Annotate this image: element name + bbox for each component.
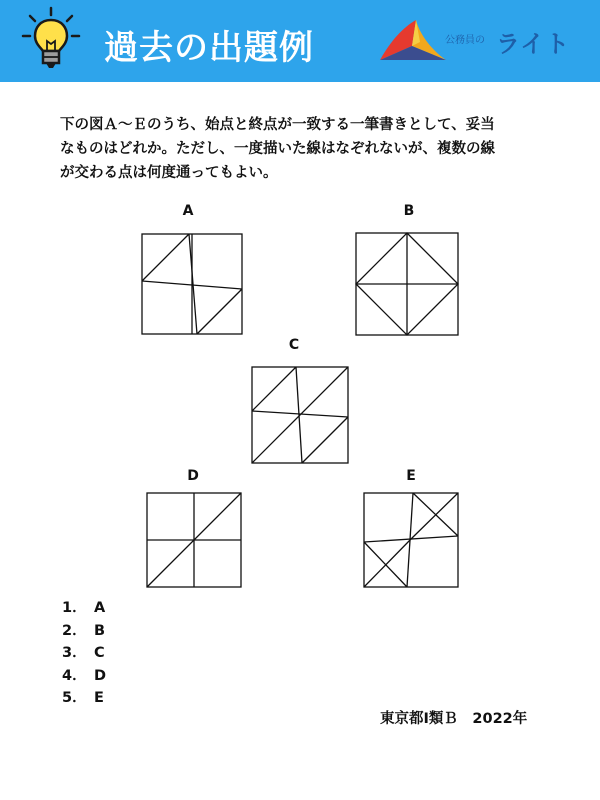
- page-title: 過去の出題例: [104, 28, 314, 68]
- choice-text: B: [94, 622, 106, 639]
- choice-text: C: [94, 645, 105, 661]
- choice-text: D: [94, 667, 107, 684]
- choice-number: 1．: [62, 600, 87, 616]
- choice-number: 3．: [62, 645, 87, 661]
- figure-e: [363, 492, 459, 588]
- figure-b: [355, 232, 459, 336]
- figure-d: [146, 492, 242, 588]
- choice-text: A: [94, 600, 106, 616]
- question-line: なものはどれか。ただし、一度描いた線はなぞれないが、複数の線: [60, 141, 495, 157]
- figure-a: [141, 233, 243, 335]
- figure-a-label: A: [182, 203, 194, 219]
- figure-c-label: C: [288, 337, 300, 353]
- lightbulb-icon: [20, 6, 82, 72]
- choice-number: 5．: [62, 690, 87, 706]
- choice-item[interactable]: [62, 597, 106, 620]
- choice-text: E: [94, 690, 104, 706]
- answer-choices: [62, 597, 106, 710]
- question-text: [60, 113, 560, 185]
- choice-number: 2．: [62, 622, 87, 639]
- choice-item[interactable]: [62, 620, 106, 643]
- header-bar: [0, 0, 600, 82]
- figure-d-label: D: [187, 468, 199, 484]
- figure-b-label: B: [403, 203, 415, 219]
- figure-e-label: E: [406, 468, 416, 484]
- source-citation: 東京都Ⅰ類Ｂ 2022年: [380, 711, 528, 727]
- logo-text-small: 公務員の: [445, 35, 485, 46]
- figure-c: [251, 366, 349, 464]
- choice-item[interactable]: [62, 642, 106, 665]
- logo-text: ライト: [496, 30, 571, 58]
- choice-item[interactable]: [62, 665, 106, 688]
- choice-item[interactable]: [62, 687, 106, 710]
- question-line: が交わる点は何度通ってもよい。: [60, 165, 278, 181]
- choice-number: 4．: [62, 667, 87, 684]
- question-line: 下の図Ａ～Ｅのうち、始点と終点が一致する一筆書きとして、妥当: [60, 117, 495, 133]
